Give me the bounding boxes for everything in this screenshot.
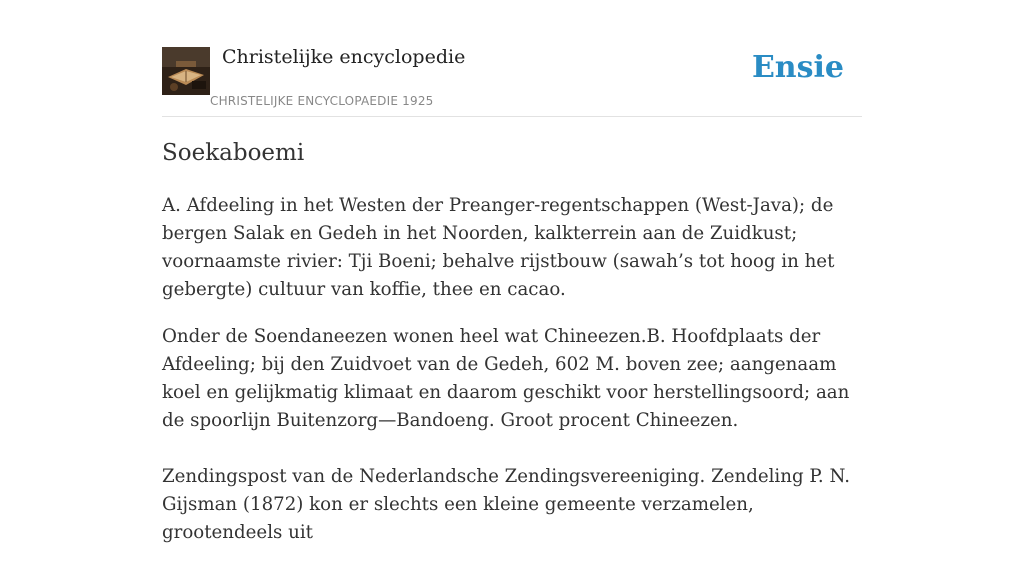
- article-title: Soekaboemi: [162, 140, 305, 166]
- ensie-logo[interactable]: Ensie: [751, 50, 844, 85]
- book-photo-icon: [162, 47, 210, 95]
- paragraph-spacer: [162, 454, 862, 463]
- article-paragraph: Zendingspost van de Nederlandsche Zendingsvereeniging. Zendeling P. N. Gijsman (1872) kon er slechts een kleine gemeente verzamelen, grootendeels uit: [162, 466, 851, 543]
- article-paragraph: Onder de Soendaneezen wonen heel wat Chineezen.B. Hoofdplaats der Afdeeling; bij den Zuidvoet van de Gedeh, 602 M. boven zee; aangenaam koel en gelijkmatig klimaat en daarom geschikt voor herstellingsoord; aan de spoorlijn Buitenzorg—Bandoeng. Groot procent Chineezen.: [162, 326, 850, 431]
- encyclopedia-avatar[interactable]: [162, 47, 210, 95]
- article-paragraph: A. Afdeeling in het Westen der Preanger-regentschappen (West-Java); de bergen Salak en Gedeh in het Noorden, kalkterrein aan de Zuidkust; voornaamste rivier: Tji Boeni; behalve rijstbouw (sawah’s tot hoog in het gebergte) cultuur van koffie, thee en cacao.: [162, 195, 835, 300]
- site-title[interactable]: Christelijke encyclopedie: [222, 46, 466, 68]
- article-body: [162, 192, 862, 566]
- site-header: [162, 0, 862, 117]
- site-subtitle: CHRISTELIJKE ENCYCLOPAEDIE 1925: [210, 94, 434, 108]
- page-container: [162, 0, 862, 543]
